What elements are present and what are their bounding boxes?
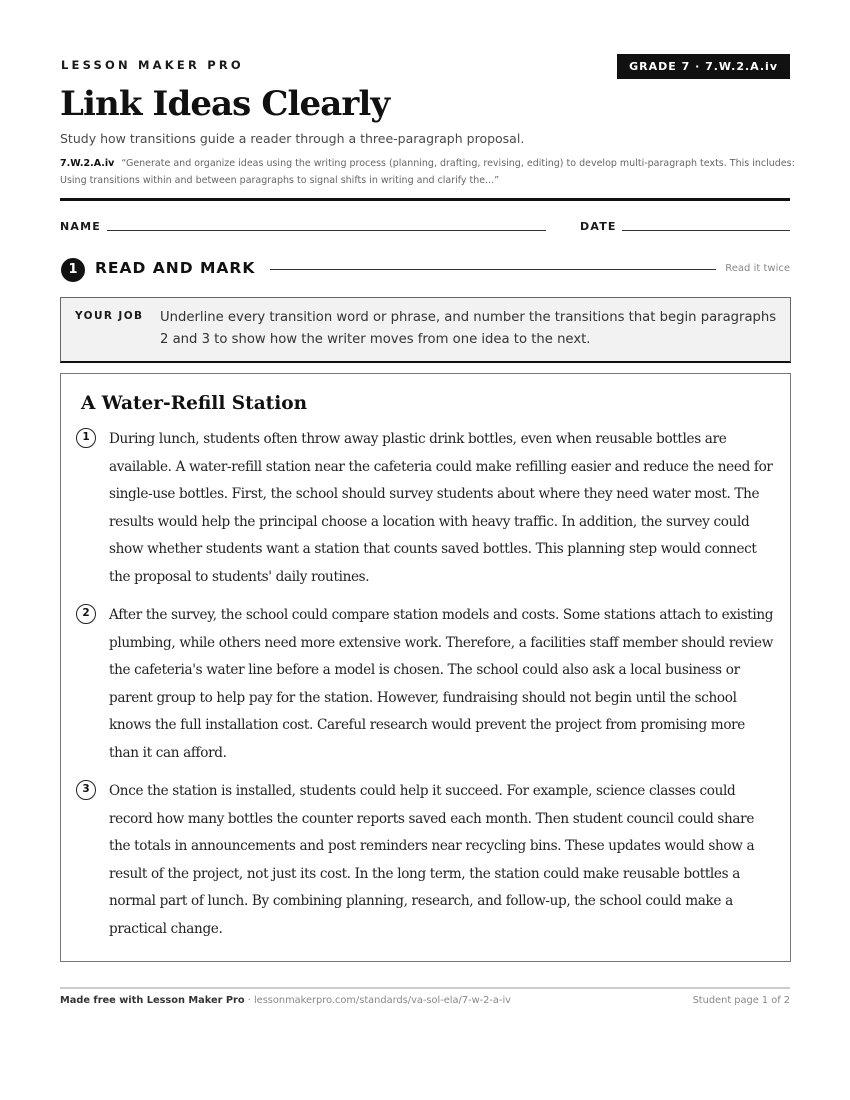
paragraph-text: After the survey, the school could compare station models and costs. Some stations attach to existing plumbing, while others need more extensive work. Therefore, a facilities staff member should review the cafeteria's water line before a model is chosen. The school could also ask a local business or parent group to help pay for the station. However, fundraising should not begin until the school knows the full installation cost. Careful research would prevent the project from promising more than it can afford. (109, 607, 774, 761)
reading-passage (60, 373, 791, 962)
paragraph-number-badge: 3 (76, 780, 96, 800)
date-field-line[interactable] (622, 230, 790, 231)
date-label: DATE (580, 220, 617, 233)
passage-paragraph (76, 602, 776, 768)
footer-page-number: Student page 1 of 2 (692, 995, 790, 1006)
footer-made-with: Made free with Lesson Maker Pro (60, 995, 245, 1006)
name-label: NAME (60, 220, 101, 233)
name-field-line[interactable] (107, 230, 546, 231)
passage-paragraph (76, 426, 776, 592)
brand-name: LESSON MAKER PRO (61, 58, 244, 72)
paragraph-text: Once the station is installed, students could help it succeed. For example, science classes could record how many bottles the counter reports saved each month. Then student council could share the totals in announcements and post reminders near recycling bins. These updates would show a result of the project, not just its cost. In the long term, the station could make reusable bottles a normal part of lunch. By combining planning, research, and follow-up, the school could make a practical change. (109, 783, 755, 937)
footer-separator: · (244, 995, 254, 1006)
grade-badge: GRADE 7 · 7.W.2.A.iv (617, 54, 790, 79)
instructions-box (60, 297, 791, 363)
standard-description (60, 156, 795, 189)
page-title: Link Ideas Clearly (60, 84, 390, 124)
section-hint: Read it twice (725, 263, 790, 274)
section-number-badge: 1 (61, 258, 85, 282)
footer-divider (60, 987, 790, 989)
header-divider (60, 198, 790, 201)
instructions-text: Underline every transition word or phrase, and number the transitions that begin paragraphs 2 and 3 to show how the writer moves from one idea to the next. (160, 310, 777, 347)
section-divider (270, 269, 716, 270)
section-title: READ AND MARK (95, 259, 256, 277)
standard-text: “Generate and organize ideas using the writing process (planning, drafting, revising, editing) to develop multi-paragraph texts. This includes: Using transitions within and between paragraphs to signal shifts in writing and clarify the...” (60, 158, 795, 186)
passage-paragraph (76, 778, 776, 944)
footer-credit (60, 995, 511, 1006)
paragraph-text: During lunch, students often throw away plastic drink bottles, even when reusable bottles are available. A water-refill station near the cafeteria could make refilling easier and reduce the need for single-use bottles. First, the school should survey students about where they need water most. The results would help the principal choose a location with heavy traffic. In addition, the survey could show whether students want a station that counts saved bottles. This planning step would connect the proposal to students' daily routines. (109, 431, 773, 585)
instructions-label: YOUR JOB (75, 310, 144, 322)
paragraph-number-badge: 1 (76, 428, 96, 448)
page-subtitle: Study how transitions guide a reader through a three-paragraph proposal. (60, 131, 525, 146)
footer-url-link[interactable]: lessonmakerpro.com/standards/va-sol-ela/7-w-2-a-iv (253, 995, 511, 1006)
standard-code: 7.W.2.A.iv (60, 158, 115, 169)
passage-title: A Water-Refill Station (81, 393, 308, 414)
paragraph-number-badge: 2 (76, 604, 96, 624)
